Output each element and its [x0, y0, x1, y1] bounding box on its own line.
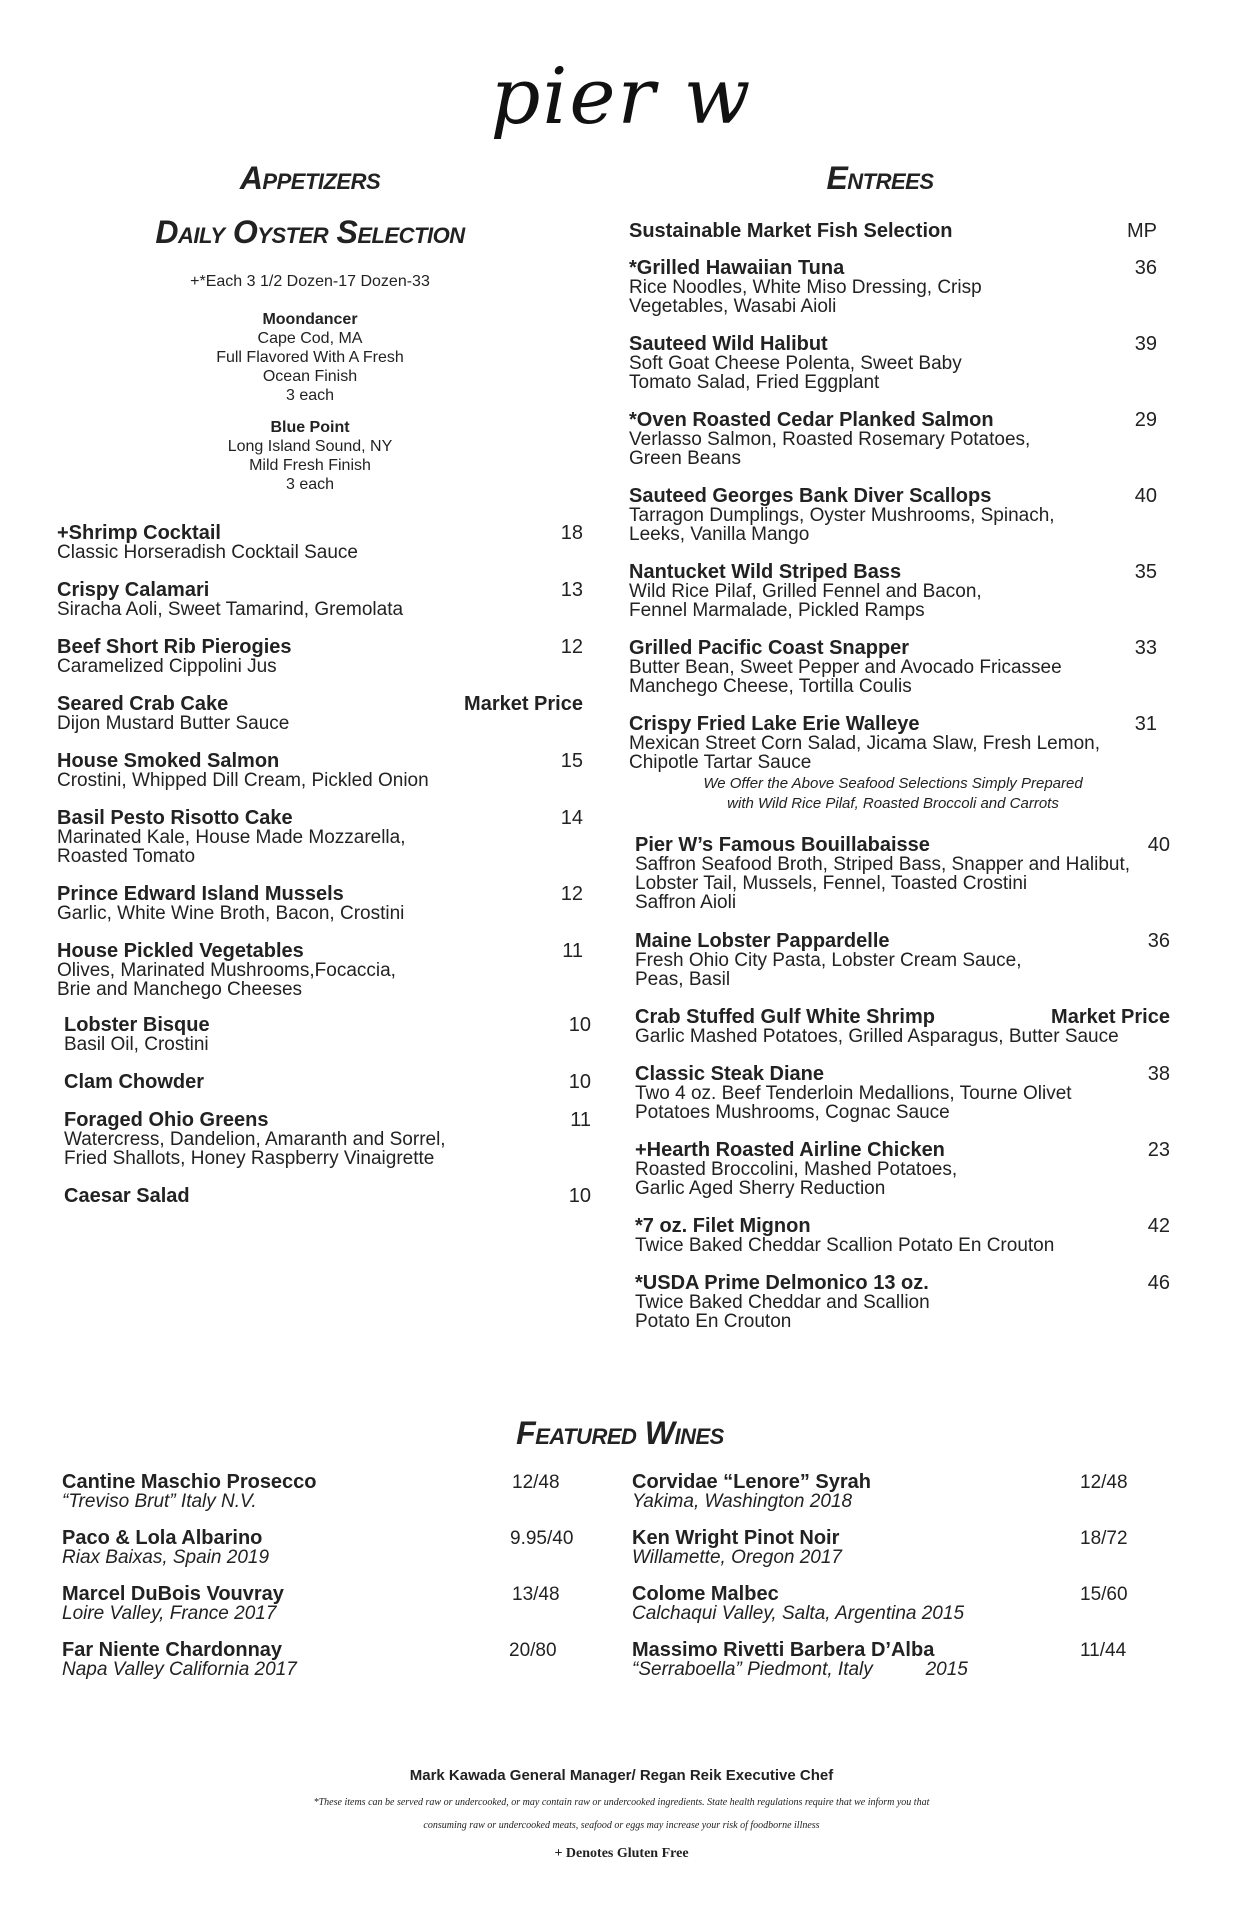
staff-credits: Mark Kawada General Manager/ Regan Reik Executive Chef: [409, 1767, 834, 1784]
item-desc: Verlasso Salmon, Roasted Rosemary Potatoes,: [629, 429, 1031, 450]
menu-item: [57, 808, 583, 866]
oyster-item: [110, 418, 510, 494]
seafood-list: [629, 221, 1157, 772]
menu-item: [635, 1216, 1170, 1255]
wine-item: [62, 1473, 582, 1511]
item-name: Crispy Calamari: [57, 579, 210, 601]
item-name: Seared Crab Cake: [57, 693, 229, 715]
wine-region: Willamette, Oregon 2017: [632, 1547, 842, 1568]
item-desc: Peas, Basil: [635, 969, 731, 990]
oyster-detail: Long Island Sound, NY: [227, 438, 393, 455]
wine-region: Riax Baixas, Spain 2019: [62, 1547, 270, 1568]
item-price: 14: [560, 807, 583, 829]
wine-price: 13/48: [512, 1584, 560, 1605]
item-name: Pier W’s Famous Bouillabaisse: [635, 834, 930, 856]
item-name: Classic Steak Diane: [635, 1063, 824, 1085]
menu-item: [629, 221, 1157, 241]
item-desc: Two 4 oz. Beef Tenderloin Medallions, Tourne Olivet: [635, 1083, 1072, 1104]
oyster-detail: Mild Fresh Finish: [249, 457, 371, 474]
soup-salad-list: [64, 1015, 591, 1206]
item-price: 18: [560, 522, 583, 544]
mains-list: [635, 835, 1170, 1331]
oyster-detail: 3 each: [285, 476, 335, 493]
oyster-detail: Cape Cod, MA: [257, 330, 363, 347]
item-desc: Crostini, Whipped Dill Cream, Pickled Onion: [57, 770, 429, 791]
item-desc: Rice Noodles, White Miso Dressing, Crisp: [629, 277, 982, 298]
item-desc: Green Beans: [629, 448, 741, 469]
wine-item: [632, 1529, 1152, 1567]
wine-region: “Treviso Brut” Italy N.V.: [62, 1491, 257, 1512]
item-name: Crab Stuffed Gulf White Shrimp: [635, 1006, 935, 1028]
menu-item: [57, 694, 583, 733]
wine-item: [632, 1473, 1152, 1511]
seafood-note: [629, 774, 1157, 814]
item-desc: Twice Baked Cheddar Scallion Potato En Crouton: [635, 1235, 1055, 1256]
item-desc: Garlic Aged Sherry Reduction: [635, 1178, 886, 1199]
menu-item: [64, 1015, 591, 1054]
item-desc: Roasted Tomato: [57, 846, 196, 867]
item-desc: Butter Bean, Sweet Pepper and Avocado Fricassee: [629, 657, 1062, 678]
item-desc: Garlic Mashed Potatoes, Grilled Asparagus, Butter Sauce: [635, 1026, 1119, 1047]
gluten-free-note: + Denotes Gluten Free: [554, 1846, 689, 1861]
wines-heading: Featured Wines: [516, 1415, 724, 1451]
item-price: Market Price: [464, 693, 583, 715]
item-desc: Chipotle Tartar Sauce: [629, 752, 812, 773]
item-desc: Brie and Manchego Cheeses: [57, 979, 303, 1000]
item-name: Caesar Salad: [64, 1185, 190, 1207]
wine-region: Loire Valley, France 2017: [62, 1603, 277, 1624]
item-name: *7 oz. Filet Mignon: [635, 1215, 811, 1237]
wine-price: 20/80: [509, 1640, 557, 1661]
wine-item: [62, 1529, 582, 1567]
item-name: *Oven Roasted Cedar Planked Salmon: [629, 409, 994, 431]
wine-name: Massimo Rivetti Barbera D’Alba: [632, 1639, 935, 1661]
item-price: 42: [1147, 1215, 1170, 1237]
menu-item: [629, 714, 1157, 772]
item-name: House Smoked Salmon: [57, 750, 280, 772]
oyster-detail: Full Flavored With A Fresh: [216, 349, 404, 366]
item-name: Grilled Pacific Coast Snapper: [629, 637, 910, 659]
menu-item: [57, 941, 583, 999]
appetizer-list: [57, 523, 583, 999]
item-name: Sauteed Georges Bank Diver Scallops: [629, 485, 992, 507]
item-desc: Wild Rice Pilaf, Grilled Fennel and Bacon,: [629, 581, 982, 602]
item-price: 15: [560, 750, 583, 772]
item-price: MP: [1127, 220, 1157, 242]
restaurant-logo: pier w: [490, 52, 753, 142]
item-price: 12: [560, 636, 583, 658]
raw-food-disclaimer: *These items can be served raw or undercooked, or may contain raw or undercooked ingredients. State health regulations require that we inform you that: [313, 1797, 930, 1808]
wine-name: Cantine Maschio Prosecco: [62, 1471, 317, 1493]
item-price: 10: [568, 1185, 591, 1207]
menu-item: [629, 562, 1157, 620]
item-price: 36: [1147, 930, 1170, 952]
oyster-item: [110, 310, 510, 405]
wine-name: Colome Malbec: [632, 1583, 779, 1605]
item-desc: Lobster Tail, Mussels, Fennel, Toasted Crostini: [635, 873, 1028, 894]
item-desc: Fennel Marmalade, Pickled Ramps: [629, 600, 925, 621]
item-price: 12: [560, 883, 583, 905]
oyster-pricing-text: +*Each 3 1/2 Dozen-17 Dozen-33: [190, 273, 430, 290]
item-price: 35: [1134, 561, 1157, 583]
menu-item: [64, 1110, 591, 1168]
oyster-detail: 3 each: [285, 387, 335, 404]
item-price: 39: [1134, 333, 1157, 355]
item-price: 40: [1134, 485, 1157, 507]
item-desc: Soft Goat Cheese Polenta, Sweet Baby: [629, 353, 962, 374]
entrees-heading: Entrees: [826, 160, 934, 196]
raw-food-disclaimer: consuming raw or undercooked meats, seafood or eggs may increase your risk of foodborne illness: [423, 1820, 820, 1831]
item-name: +Hearth Roasted Airline Chicken: [635, 1139, 945, 1161]
wine-region: “Serraboella” Piedmont, Italy 2015: [632, 1659, 968, 1680]
item-desc: Basil Oil, Crostini: [64, 1034, 209, 1055]
appetizers-heading: Appetizers: [239, 160, 381, 196]
item-desc: Olives, Marinated Mushrooms,Focaccia,: [57, 960, 396, 981]
menu-item: [57, 751, 583, 790]
item-desc: Saffron Seafood Broth, Striped Bass, Snapper and Halibut,: [635, 854, 1131, 875]
wine-item: [62, 1641, 582, 1679]
wine-region: Napa Valley California 2017: [62, 1659, 297, 1680]
oyster-list: [110, 310, 510, 494]
menu-item: [635, 1007, 1170, 1046]
item-name: Prince Edward Island Mussels: [57, 883, 344, 905]
menu-item: [635, 931, 1170, 989]
item-price: 29: [1134, 409, 1157, 431]
item-desc: Watercress, Dandelion, Amaranth and Sorrel,: [64, 1129, 446, 1150]
item-price: 36: [1134, 257, 1157, 279]
wine-list-right: [632, 1473, 1152, 1679]
menu-item: [57, 580, 583, 619]
seafood-note-line: We Offer the Above Seafood Selections Simply Prepared: [703, 775, 1083, 792]
item-desc: Vegetables, Wasabi Aioli: [629, 296, 837, 317]
item-desc: Fresh Ohio City Pasta, Lobster Cream Sauce,: [635, 950, 1022, 971]
wine-price: 9.95/40: [510, 1528, 574, 1549]
item-price: 40: [1147, 834, 1170, 856]
item-name: *Grilled Hawaiian Tuna: [629, 257, 845, 279]
menu-item: [64, 1186, 591, 1206]
item-desc: Saffron Aioli: [635, 892, 737, 913]
item-name: Beef Short Rib Pierogies: [57, 636, 292, 658]
item-desc: Mexican Street Corn Salad, Jicama Slaw, Fresh Lemon,: [629, 733, 1100, 754]
item-price: Market Price: [1051, 1006, 1170, 1028]
item-desc: Siracha Aoli, Sweet Tamarind, Gremolata: [57, 599, 404, 620]
item-price: 31: [1134, 713, 1157, 735]
wine-name: Far Niente Chardonnay: [62, 1639, 283, 1661]
wine-price: 12/48: [1080, 1472, 1128, 1493]
item-desc: Roasted Broccolini, Mashed Potatoes,: [635, 1159, 958, 1180]
wine-name: Paco & Lola Albarino: [62, 1527, 263, 1549]
menu-item: [635, 1064, 1170, 1122]
item-desc: Leeks, Vanilla Mango: [629, 524, 810, 545]
item-desc: Dijon Mustard Butter Sauce: [57, 713, 290, 734]
item-name: Nantucket Wild Striped Bass: [629, 561, 902, 583]
item-desc: Tarragon Dumplings, Oyster Mushrooms, Spinach,: [629, 505, 1055, 526]
wine-region: Calchaqui Valley, Salta, Argentina 2015: [632, 1603, 965, 1624]
oyster-detail: Ocean Finish: [262, 368, 358, 385]
item-name: Clam Chowder: [64, 1071, 205, 1093]
wine-price: 12/48: [512, 1472, 560, 1493]
menu-item: [629, 258, 1157, 316]
item-price: 10: [568, 1014, 591, 1036]
item-price: 10: [568, 1071, 591, 1093]
item-price: 11: [562, 940, 583, 962]
item-desc: Caramelized Cippolini Jus: [57, 656, 277, 677]
item-desc: Fried Shallots, Honey Raspberry Vinaigrette: [64, 1148, 435, 1169]
wine-list-left: [62, 1473, 582, 1679]
item-name: Crispy Fried Lake Erie Walleye: [629, 713, 920, 735]
item-desc: Tomato Salad, Fried Eggplant: [629, 372, 880, 393]
item-price: 13: [560, 579, 583, 601]
item-price: 38: [1147, 1063, 1170, 1085]
wine-item: [62, 1585, 582, 1623]
oyster-pricing: [110, 272, 510, 291]
menu-item: [64, 1072, 591, 1092]
item-desc: Classic Horseradish Cocktail Sauce: [57, 542, 358, 563]
item-name: Sustainable Market Fish Selection: [629, 220, 953, 242]
menu-item: [635, 1273, 1170, 1331]
menu-item: [635, 1140, 1170, 1198]
oyster-heading: Daily Oyster Selection: [155, 214, 465, 250]
wine-region: Yakima, Washington 2018: [632, 1491, 853, 1512]
wine-price: 15/60: [1080, 1584, 1128, 1605]
oyster-name: Blue Point: [270, 419, 350, 436]
wine-price: 11/44: [1080, 1640, 1127, 1661]
item-name: Sauteed Wild Halibut: [629, 333, 828, 355]
item-desc: Potato En Crouton: [635, 1311, 792, 1332]
menu-item: [57, 637, 583, 676]
item-name: +Shrimp Cocktail: [57, 522, 221, 544]
wine-name: Marcel DuBois Vouvray: [62, 1583, 284, 1605]
oyster-name: Moondancer: [262, 311, 358, 328]
item-price: 11: [570, 1109, 591, 1131]
menu-item: [635, 835, 1170, 912]
menu-item: [57, 884, 583, 923]
item-price: 46: [1147, 1272, 1170, 1294]
item-name: House Pickled Vegetables: [57, 940, 304, 962]
item-desc: Potatoes Mushrooms, Cognac Sauce: [635, 1102, 950, 1123]
wine-item: [632, 1641, 1152, 1679]
item-price: 23: [1147, 1139, 1170, 1161]
menu-item: [629, 334, 1157, 392]
wine-item: [632, 1585, 1152, 1623]
menu-item: [629, 486, 1157, 544]
wine-price: 18/72: [1080, 1528, 1128, 1549]
item-name: Lobster Bisque: [64, 1014, 210, 1036]
item-desc: Manchego Cheese, Tortilla Coulis: [629, 676, 912, 697]
seafood-note-line: with Wild Rice Pilaf, Roasted Broccoli and Carrots: [727, 795, 1059, 812]
menu-item: [629, 638, 1157, 696]
menu-item: [629, 410, 1157, 468]
item-desc: Twice Baked Cheddar and Scallion: [635, 1292, 930, 1313]
item-name: *USDA Prime Delmonico 13 oz.: [635, 1272, 929, 1294]
wine-name: Ken Wright Pinot Noir: [632, 1527, 840, 1549]
wine-name: Corvidae “Lenore” Syrah: [632, 1471, 871, 1493]
item-name: Basil Pesto Risotto Cake: [57, 807, 293, 829]
item-name: Foraged Ohio Greens: [64, 1109, 269, 1131]
item-name: Maine Lobster Pappardelle: [635, 930, 890, 952]
item-desc: Marinated Kale, House Made Mozzarella,: [57, 827, 406, 848]
item-desc: Garlic, White Wine Broth, Bacon, Crostini: [57, 903, 405, 924]
menu-item: [57, 523, 583, 562]
item-price: 33: [1134, 637, 1157, 659]
